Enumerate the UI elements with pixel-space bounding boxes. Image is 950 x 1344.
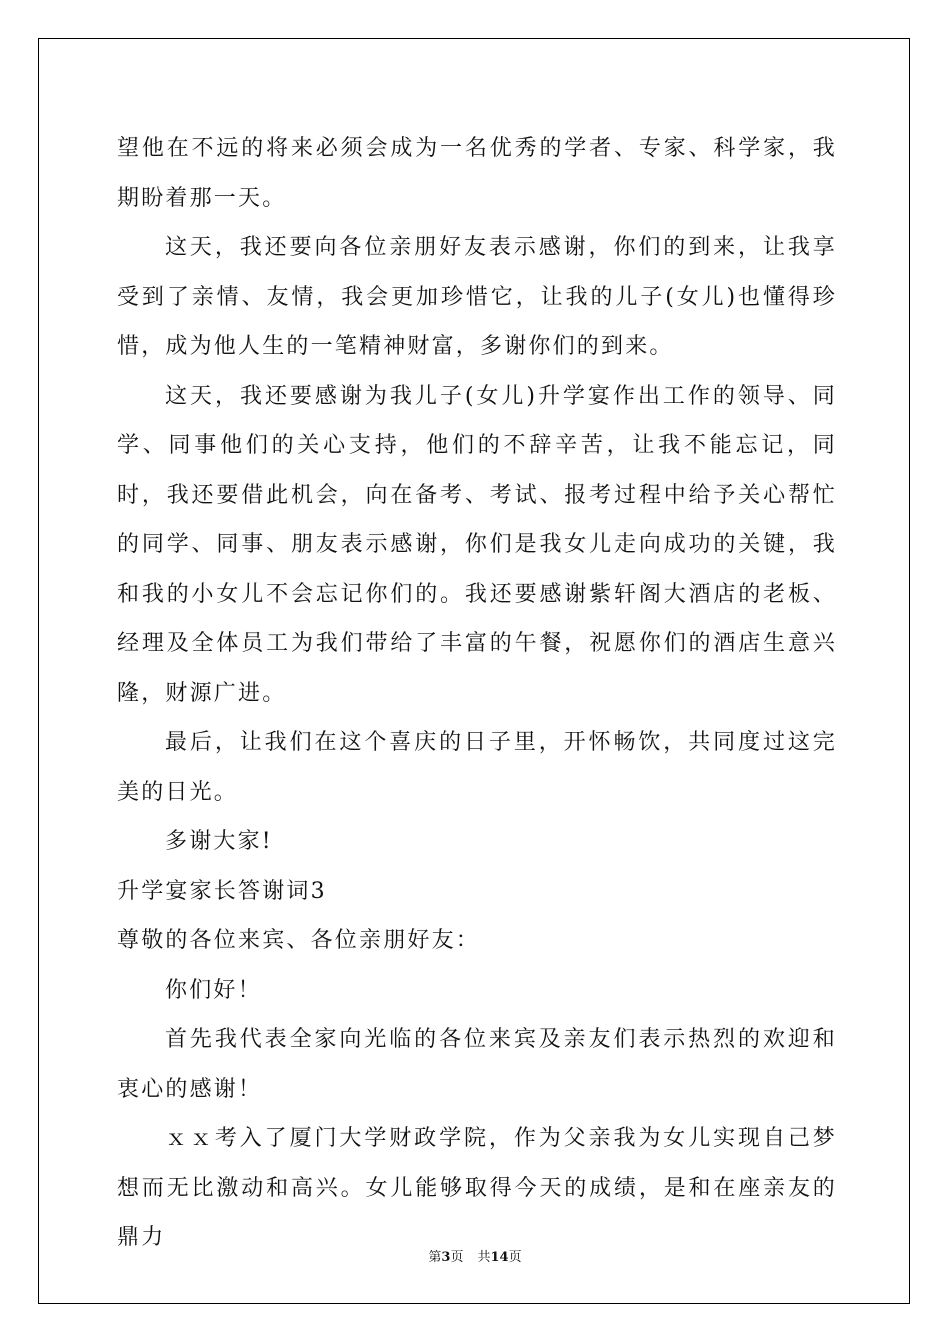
document-body [117,124,837,1263]
total-prefix: 共 [477,1250,491,1265]
paragraph: 这天，我还要向各位亲朋好友表示感谢，你们的到来，让我享受到了亲情、友情，我会更加珍惜它，让我的儿子(女儿)也懂得珍惜，成为他人生的一笔精神财富，多谢你们的到来。 [117,235,837,359]
section-heading: 升学宴家长答谢词3 [117,878,327,904]
page-prefix: 第 [428,1250,442,1265]
paragraph: 这天，我还要感谢为我儿子(女儿)升学宴作出工作的领导、同学、同事他们的关心支持，他们的不辞辛苦，让我不能忘记，同时，我还要借此机会，向在备考、考试、报考过程中给予关心帮忙的同学、同事、朋友表示感谢，你们是我女儿走向成功的关键，我和我的小女儿不会忘记你们的。我还要感谢紫轩阁大酒店的老板、经理及全体员工为我们带给了丰富的午餐，祝愿你们的酒店生意兴隆，财源广进。 [117,383,837,706]
salutation: 尊敬的各位来宾、各位亲朋好友： [117,928,481,953]
paragraph: 首先我代表全家向光临的各位来宾及亲友们表示热烈的欢迎和衷心的感谢！ [117,1027,837,1102]
paragraph: 多谢大家! [165,829,273,854]
paragraph: 望他在不远的将来必须会成为一名优秀的学者、专家、科学家，我期盼着那一天。 [117,136,837,211]
total-suffix: 页 [508,1250,522,1265]
paragraph: 你们好！ [165,977,262,1003]
paragraph: 最后，让我们在这个喜庆的日子里，开怀畅饮，共同度过这完美的日光。 [117,730,837,805]
total-pages: 14 [490,1250,509,1265]
page-number: 3 [441,1250,451,1265]
page-suffix: 页 [450,1250,464,1265]
page-footer [0,1246,950,1265]
paragraph: ｘｘ考入了厦门大学财政学院，作为父亲我为女儿实现自己梦想而无比激动和高兴。女儿能够取得今天的成绩，是和在座亲友的鼎力 [117,1126,837,1250]
